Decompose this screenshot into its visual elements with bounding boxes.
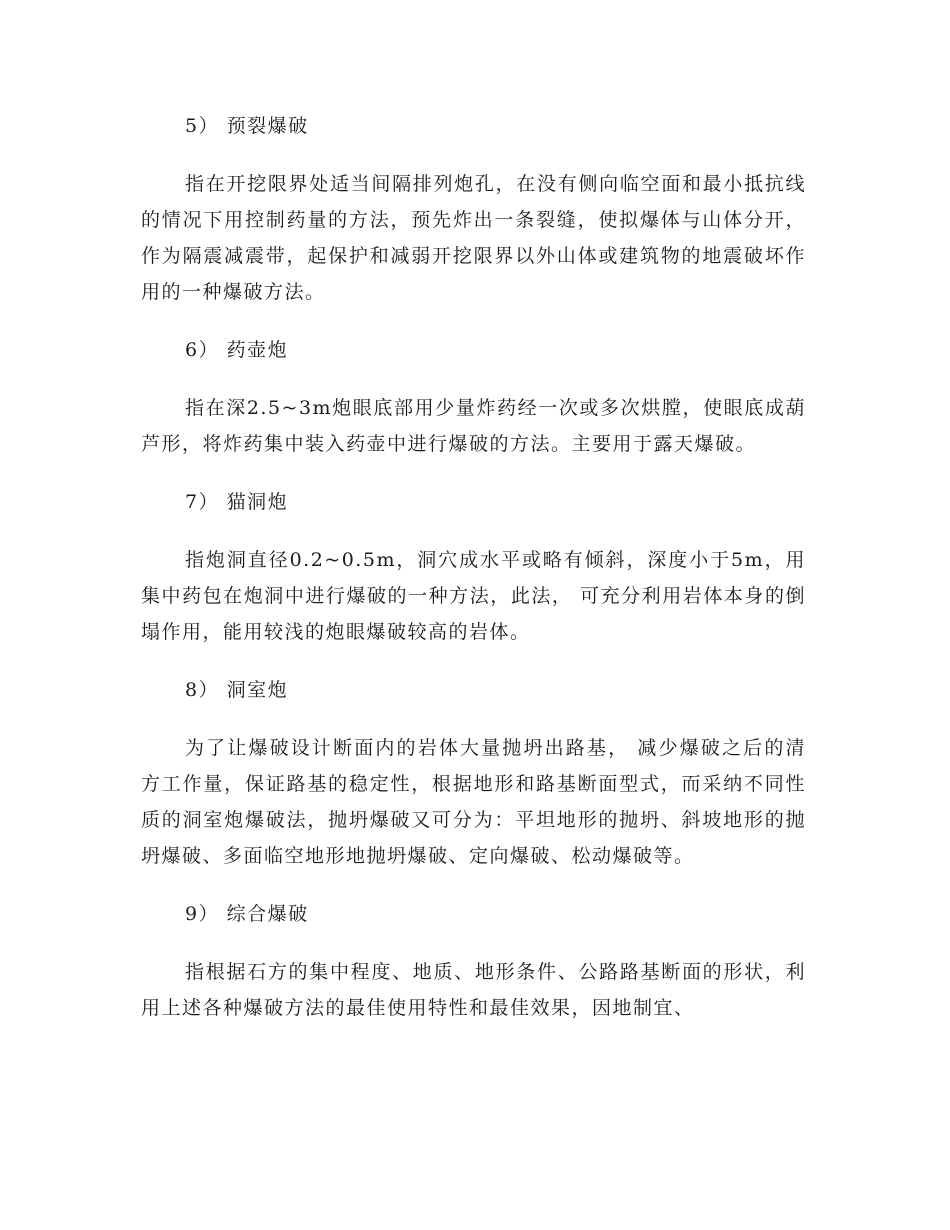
section-heading-8: 8） 洞室炮 xyxy=(185,679,289,701)
document-body xyxy=(141,108,806,1048)
section-paragraph-9: 指根据石方的集中程度、地质、地形条件、公路路基断面的形状，利用上述各种爆破方法的最佳使用特性和最佳效果，因地制宜、 xyxy=(141,961,806,1019)
section-paragraph-8: 为了让爆破设计断面内的岩体大量抛坍出路基， 减少爆破之后的清方工作量，保证路基的稳定性，根据地形和路基断面型式，而采纳不同性质的洞室炮爆破法，抛坍爆破又可分为：平坦地形的抛坍、斜坡地形的抛坍爆破、多面临空地形地抛坍爆破、定向爆破、松动爆破等。 xyxy=(141,737,806,867)
section-paragraph-7: 指炮洞直径0.2~0.5m，洞穴成水平或略有倾斜，深度小于5m，用集中药包在炮洞中进行爆破的一种方法，此法， 可充分利用岩体本身的倒塌作用，能用较浅的炮眼爆破较高的岩体。 xyxy=(141,549,806,643)
section-paragraph-6: 指在深2.5~3m炮眼底部用少量炸药经一次或多次烘膛，使眼底成葫芦形，将炸药集中装入药壶中进行爆破的方法。主要用于露天爆破。 xyxy=(141,397,806,455)
section-heading-7: 7） 猫洞炮 xyxy=(185,491,289,513)
section-heading-6: 6） 药壶炮 xyxy=(185,339,289,361)
section-heading-5: 5） 预裂爆破 xyxy=(185,115,309,137)
section-paragraph-5: 指在开挖限界处适当间隔排列炮孔，在没有侧向临空面和最小抵抗线的情况下用控制药量的方法，预先炸出一条裂缝，使拟爆体与山体分开，作为隔震减震带，起保护和减弱开挖限界以外山体或建筑物的地震破坏作用的一种爆破方法。 xyxy=(141,173,806,303)
section-heading-9: 9） 综合爆破 xyxy=(185,903,309,925)
